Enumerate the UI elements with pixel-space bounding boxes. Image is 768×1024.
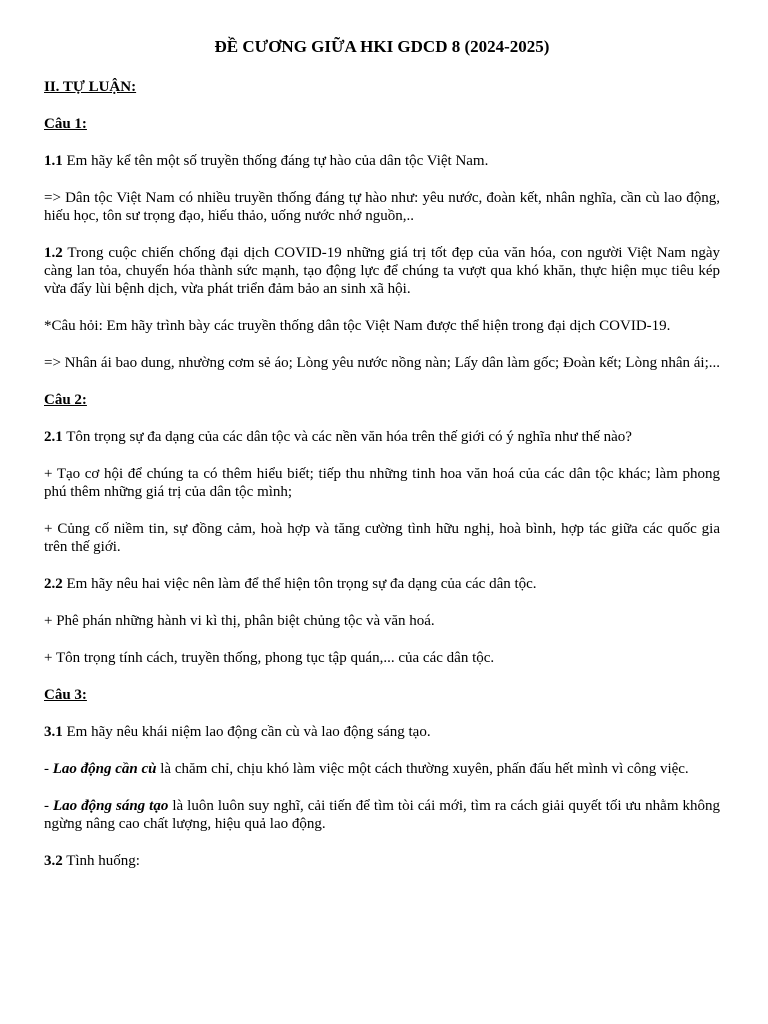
question-number: 2.2 [44, 576, 63, 592]
answer-1-1: => Dân tộc Việt Nam có nhiều truyền thống đáng tự hào như: yêu nước, đoàn kết, nhân nghĩa, cần cù lao động, hiếu học, tôn sư trọng đạo, hiếu thảo, uống nước nhớ nguồn,.. [44, 190, 720, 224]
answer-2-1-a: + Tạo cơ hội để chúng ta có thêm hiểu biết; tiếp thu những tinh hoa văn hoá của các dân tộc khác; làm phong phú thêm những giá trị của dân tộc mình; [44, 466, 720, 500]
question-3-1 [44, 723, 720, 741]
definition-prefix: - [44, 761, 53, 777]
definition-text: là luôn luôn suy nghĩ, cải tiến để tìm tòi cái mới, tìm ra cách giải quyết tối ưu nhằm không ngừng nâng cao chất lượng, hiệu quả lao động. [44, 798, 720, 832]
question-2-heading: Câu 2: [44, 392, 87, 408]
question-text: Tình huống: [62, 853, 140, 869]
question-2-1 [44, 428, 720, 446]
question-3-2 [44, 852, 720, 870]
answer-2-2-b: + Tôn trọng tính cách, truyền thống, phong tục tập quán,... của các dân tộc. [44, 650, 495, 666]
definition-term: Lao động sáng tạo [53, 798, 169, 814]
answer-2-1-b: + Củng cố niềm tin, sự đồng cảm, hoà hợp và tăng cường tình hữu nghị, hoà bình, hợp tác giữa các quốc gia trên thế giới. [44, 521, 720, 555]
question-number: 2.1 [44, 429, 63, 445]
question-1-heading: Câu 1: [44, 116, 87, 132]
question-1-1 [44, 152, 720, 170]
question-1-2-prompt: *Câu hỏi: Em hãy trình bày các truyền thống dân tộc Việt Nam được thể hiện trong đại dịch COVID-19. [44, 318, 671, 334]
definition-creative [44, 797, 720, 833]
question-number: 1.1 [44, 153, 63, 169]
question-1-2 [44, 244, 720, 298]
definition-text: là chăm chỉ, chịu khó làm việc một cách thường xuyên, phấn đấu hết mình vì công việc. [156, 761, 689, 777]
answer-1-2: => Nhân ái bao dung, nhường cơm sẻ áo; Lòng yêu nước nồng nàn; Lấy dân làm gốc; Đoàn kết; Lòng nhân ái;... [44, 355, 720, 371]
question-text: Em hãy kể tên một số truyền thống đáng tự hào của dân tộc Việt Nam. [62, 153, 489, 169]
document-page [44, 36, 720, 889]
question-text: Em hãy nêu hai việc nên làm để thể hiện tôn trọng sự đa dạng của các dân tộc. [62, 576, 537, 592]
question-2-2 [44, 575, 720, 593]
document-title: ĐỀ CƯƠNG GIỮA HKI GDCD 8 (2024-2025) [214, 37, 550, 56]
definition-prefix: - [44, 798, 53, 814]
question-number: 3.1 [44, 724, 63, 740]
answer-2-2-a: + Phê phán những hành vi kì thị, phân biệt chủng tộc và văn hoá. [44, 613, 435, 629]
section-heading: II. TỰ LUẬN: [44, 79, 137, 95]
question-text: Trong cuộc chiến chống đại dịch COVID-19 những giá trị tốt đẹp của văn hóa, con người Việt Nam ngày càng lan tỏa, chuyển hóa thành sức mạnh, tạo động lực để chúng ta vượt qua khó khăn, thực hiện mục tiêu kép vừa đẩy lùi bệnh dịch, vừa phát triển đảm bảo an sinh xã hội. [44, 245, 720, 297]
question-number: 1.2 [44, 245, 63, 261]
question-number: 3.2 [44, 853, 63, 869]
definition-term: Lao động cần cù [52, 761, 157, 777]
question-text: Em hãy nêu khái niệm lao động cần cù và lao động sáng tạo. [62, 724, 431, 740]
question-3-heading: Câu 3: [44, 687, 87, 703]
question-text: Tôn trọng sự đa dạng của các dân tộc và các nền văn hóa trên thế giới có ý nghĩa như thế nào? [62, 429, 632, 445]
definition-hardworking [44, 760, 720, 778]
